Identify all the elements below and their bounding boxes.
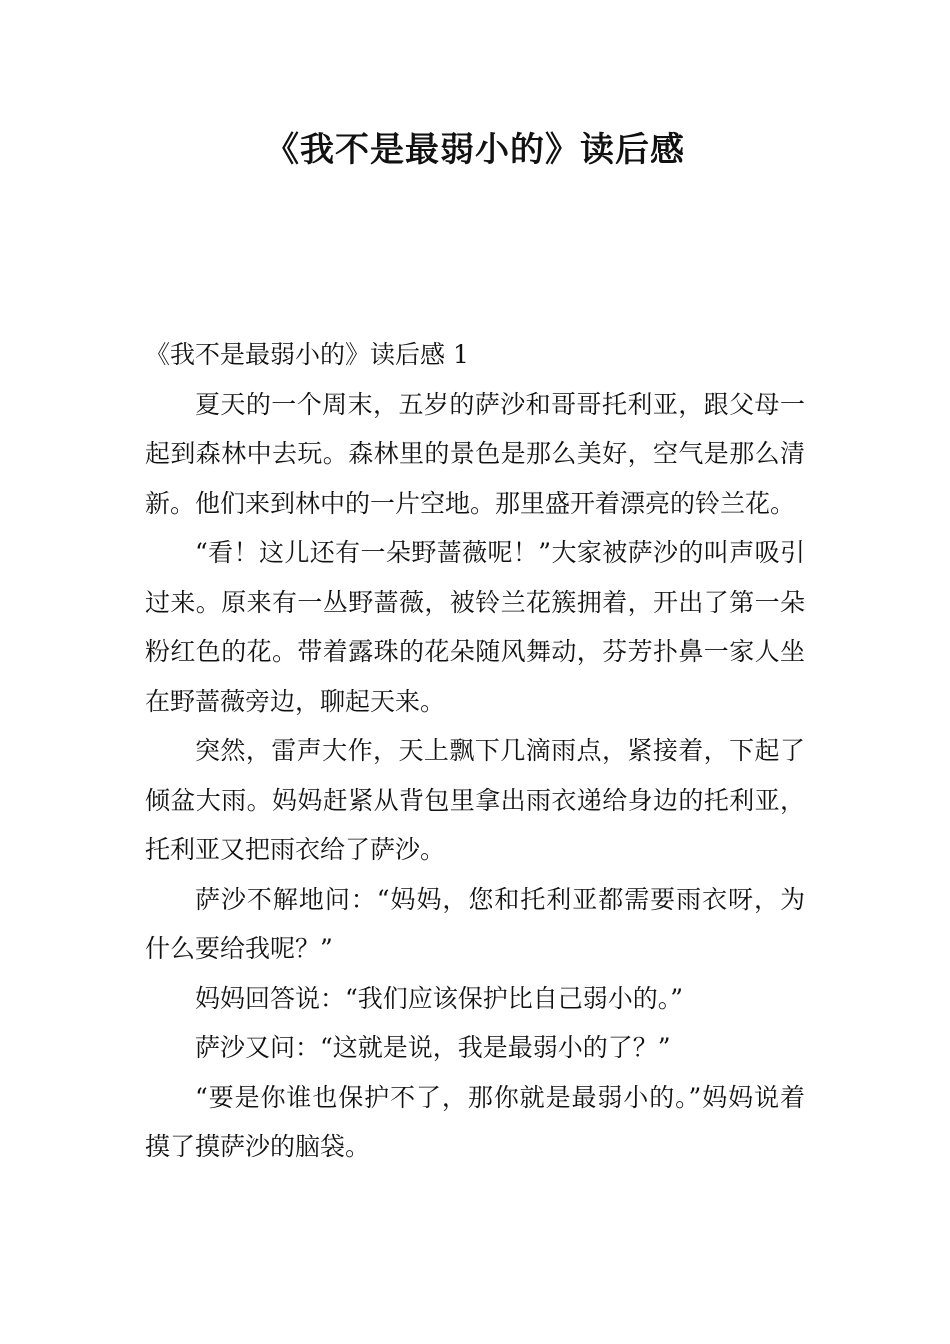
paragraph-2: “看！这儿还有一朵野蔷薇呢！”大家被萨沙的叫声吸引过来。原来有一丛野蔷薇，被铃兰花簇拥着，开出了第一朵粉红色的花。带着露珠的花朵随风舞动，芬芳扑鼻一家人坐在野蔷薇旁边，聊起天来。 (145, 538, 805, 716)
paragraph-3: 突然，雷声大作，天上飘下几滴雨点，紧接着，下起了倾盆大雨。妈妈赶紧从背包里拿出雨衣递给身边的托利亚，托利亚又把雨衣给了萨沙。 (145, 736, 805, 864)
section-heading: 《我不是最弱小的》读后感 1 (145, 340, 469, 369)
paragraph-1: 夏天的一个周末，五岁的萨沙和哥哥托利亚，跟父母一起到森林中去玩。森林里的景色是那么美好，空气是那么清新。他们来到林中的一片空地。那里盛开着漂亮的铃兰花。 (145, 389, 805, 518)
document-body (145, 330, 805, 1172)
paragraph-5: 妈妈回答说：“我们应该保护比自己弱小的。” (195, 983, 684, 1013)
document-title: 《我不是最弱小的》读后感 (265, 130, 685, 170)
paragraph-7: “要是你谁也保护不了，那你就是最弱小的。”妈妈说着摸了摸萨沙的脑袋。 (145, 1082, 805, 1161)
paragraph-6: 萨沙又问：“这就是说，我是最弱小的了？” (195, 1033, 671, 1062)
paragraph-4: 萨沙不解地问：“妈妈，您和托利亚都需要雨衣呀，为什么要给我呢？” (145, 884, 805, 963)
